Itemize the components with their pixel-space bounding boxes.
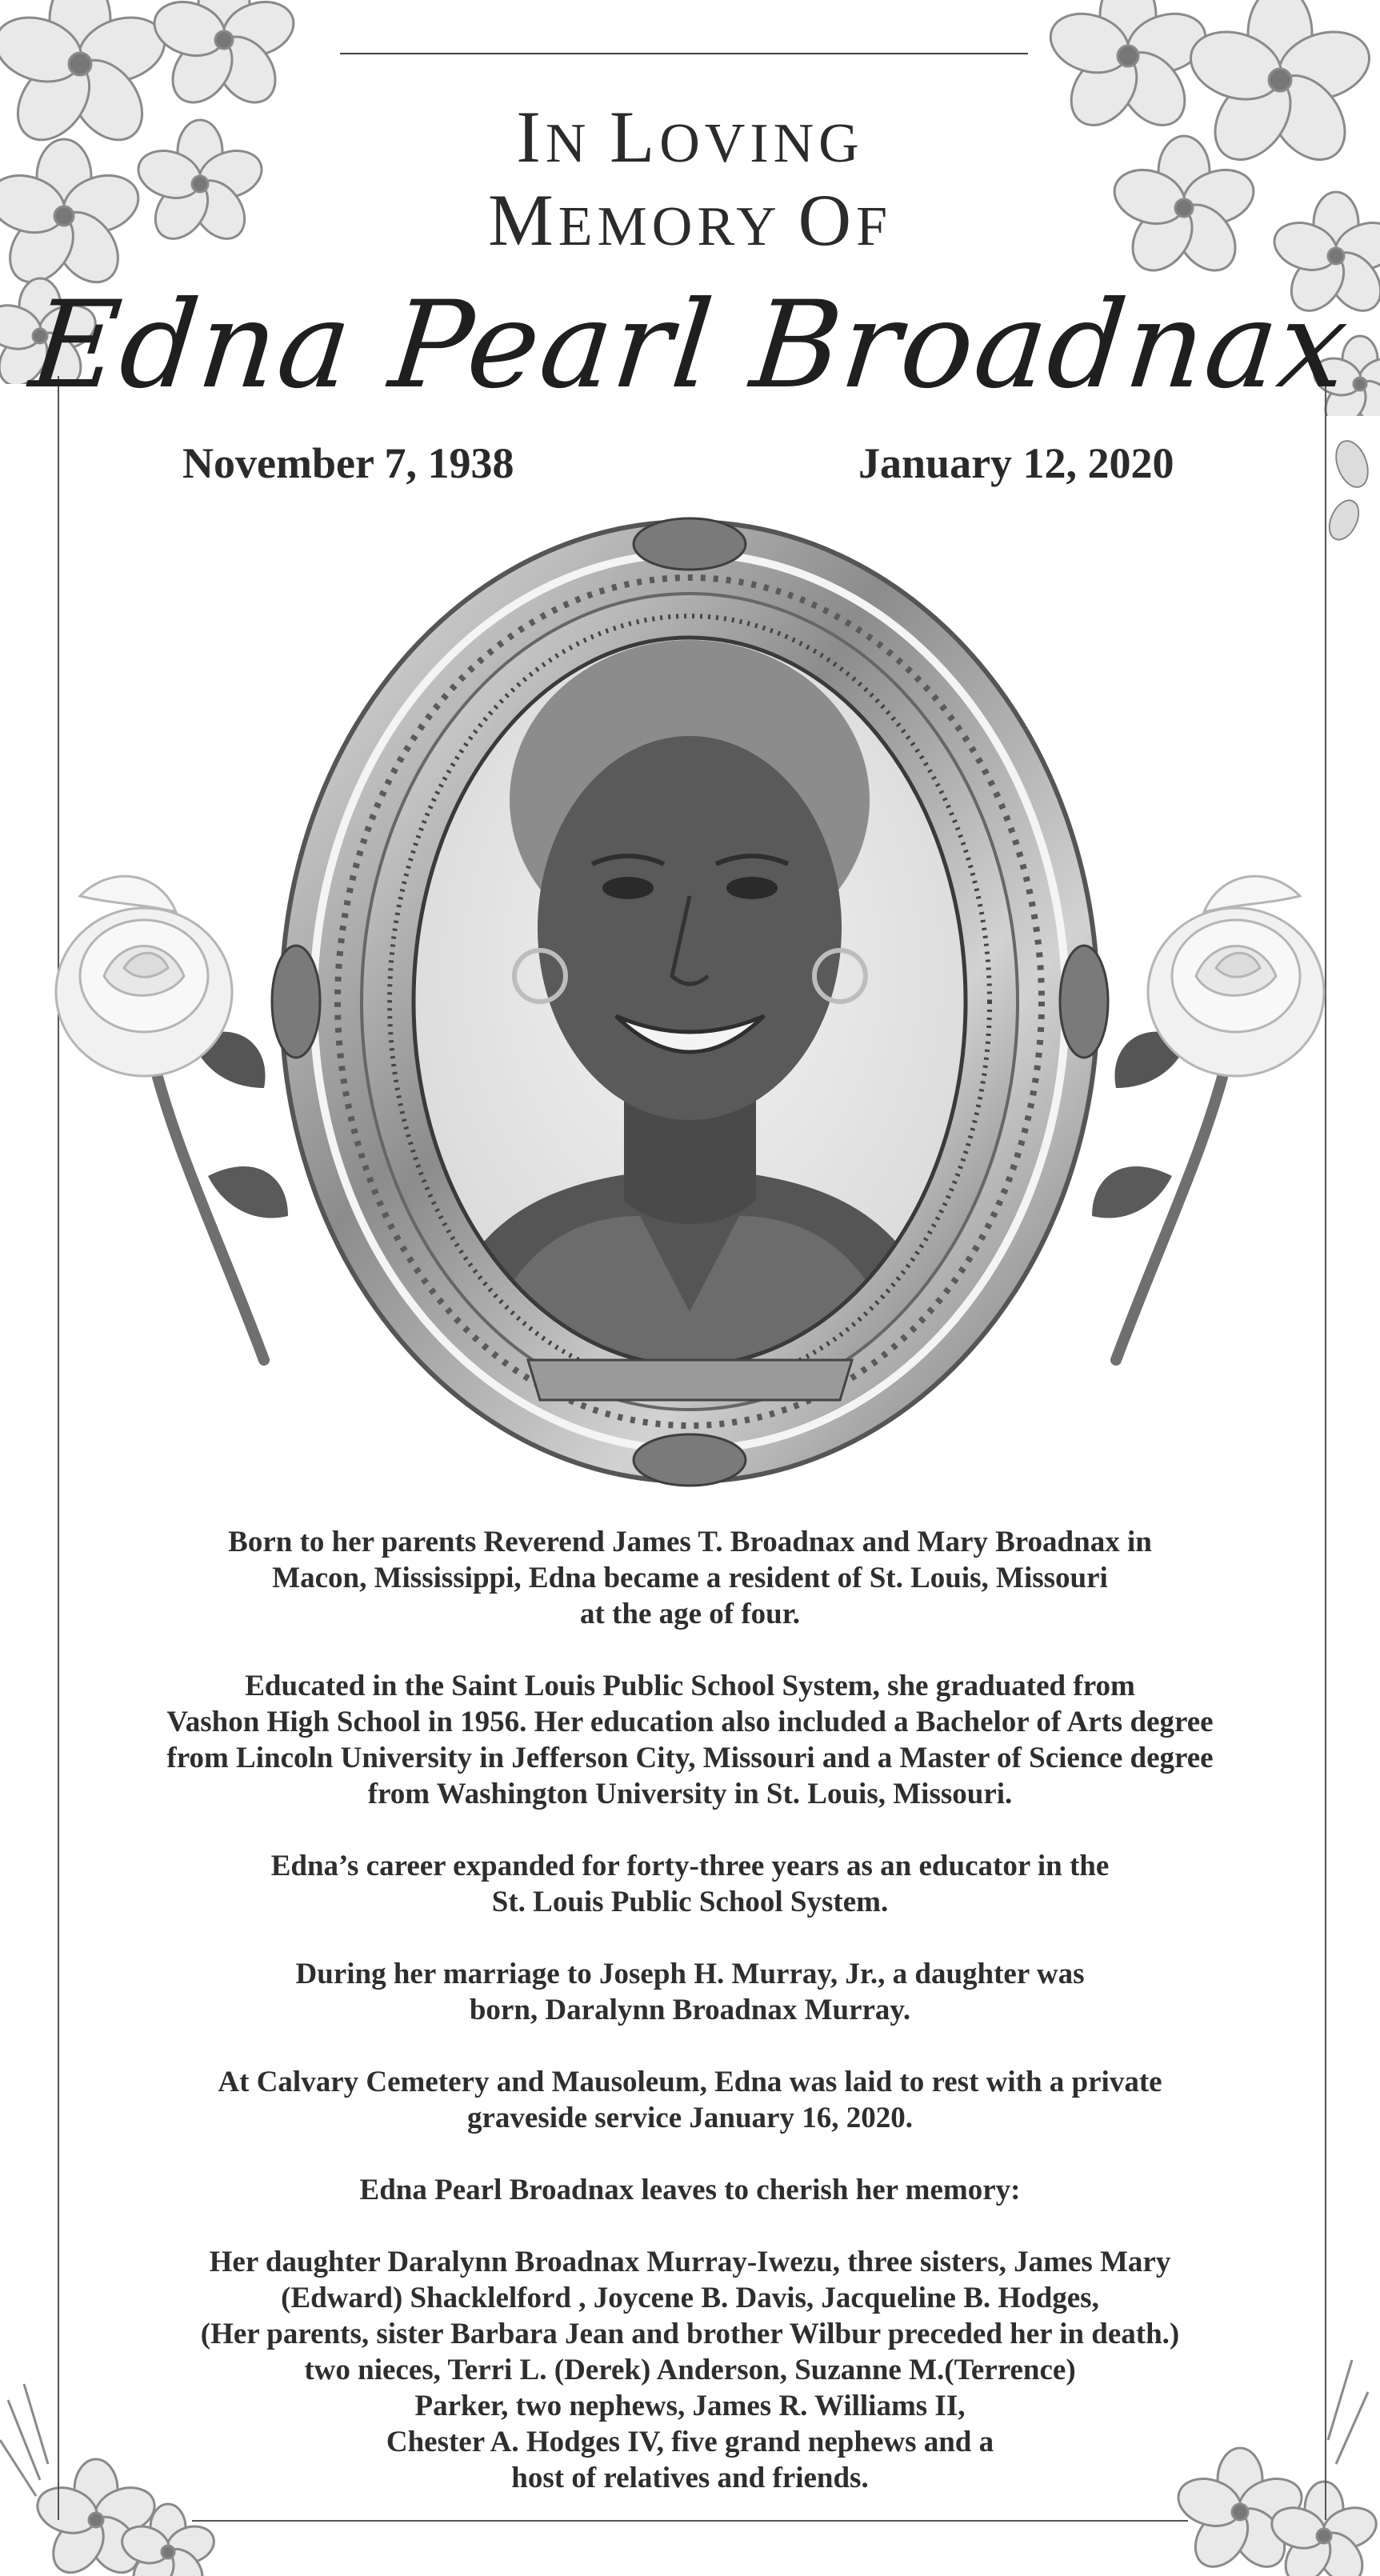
obituary-burial-paragraph: At Calvary Cemetery and Mausoleum, Edna was laid to rest with a private graveside service January 16, 2020. bbox=[218, 2066, 1162, 2134]
obituary-career-paragraph: Edna’s career expanded for forty-three years as an educator in the St. Louis Public School System. bbox=[270, 1850, 1110, 1918]
obituary-text bbox=[72, 1524, 1308, 2496]
death-date: January 12, 2020 bbox=[858, 439, 1174, 487]
right-rose-icon bbox=[1092, 848, 1348, 1396]
heading-memory-of: MEMORY OF bbox=[487, 179, 893, 261]
obituary-birth-paragraph: Born to her parents Reverend James T. Broadnax and Mary Broadnax in Macon, Mississippi, Edna became a resident of St. Louis, Missouri at the age of four. bbox=[228, 1526, 1152, 1630]
deceased-name: Edna Pearl Broadnax bbox=[24, 276, 1356, 415]
border-left bbox=[58, 376, 59, 2520]
obituary-education-paragraph: Educated in the Saint Louis Public School System, she graduated from Vashon High School in 1956. Her education also included a Bachelor of Arts degree from Lincoln University in Jefferson City, Missouri and a Master of Science degree from Washington University in St. Louis, Missouri. bbox=[166, 1670, 1214, 1810]
left-rose-icon bbox=[32, 848, 288, 1396]
border-bottom bbox=[192, 2520, 1188, 2522]
obituary-survivors-paragraph: Her daughter Daralynn Broadnax Murray-Iwezu, three sisters, James Mary (Edward) Shacklelford , Joycene B. Davis, Jacqueline B. Hodges, (Her parents, sister Barbara Jean and brother Wilbur preceded her in death.) two nieces, Terri L. (Derek) Anderson, Suzanne M.(Terrence) Parker, two nephews, James R. Williams II, Chester A. Hodges IV, five grand nephews and a host of relatives and friends. bbox=[200, 2246, 1180, 2494]
portrait-frame bbox=[264, 512, 1116, 1492]
heading-in-loving: IN LOVING bbox=[516, 96, 864, 178]
obituary-cherish-paragraph: Edna Pearl Broadnax leaves to cherish her memory: bbox=[359, 2174, 1021, 2206]
border-right bbox=[1325, 376, 1326, 2520]
right-sprig-icon bbox=[1320, 432, 1380, 576]
top-rule bbox=[340, 53, 1028, 54]
obituary-marriage-paragraph: During her marriage to Joseph H. Murray, Jr., a daughter was born, Daralynn Broadnax Murray. bbox=[295, 1958, 1085, 2026]
birth-date: November 7, 1938 bbox=[182, 439, 514, 487]
